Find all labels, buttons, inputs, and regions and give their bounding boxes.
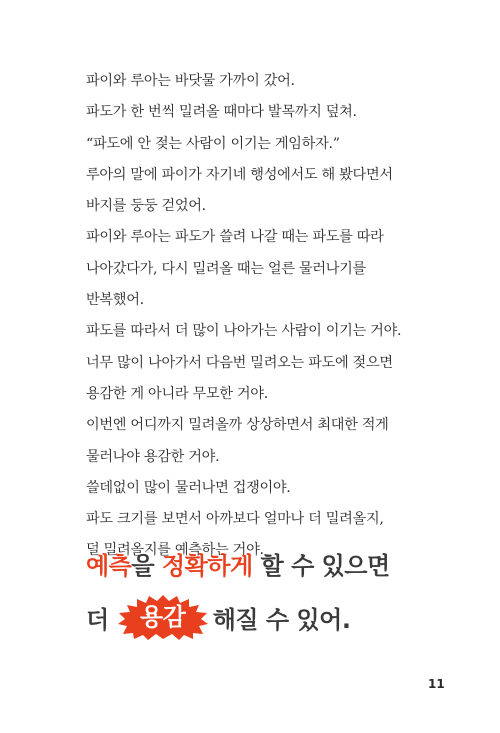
story-line-8: 반복했어. [86,292,144,309]
story-line-14: 쓸데없이 많이 물러나면 겁쟁이야. [86,479,291,496]
headline-rest-2: 해질 수 있어. [212,605,351,634]
story-line-1: 파이와 루아는 바닷물 가까이 갔어. [86,73,295,89]
courage-burst-badge [117,594,209,640]
headline-more: 더 [86,605,109,634]
headline-rest-1: 할 수 있으면 [252,552,390,580]
story-line-13: 물러나야 용감한 거야. [86,448,220,465]
headline-line-2 [86,594,350,640]
story-line-12: 이번엔 어디까지 밀려올까 상상하면서 최대한 적게 [86,417,389,434]
story-line-9: 파도를 따라서 더 많이 나아가는 사람이 이기는 거야. [86,323,402,340]
story-line-11: 용감한 게 아니라 무모한 거야. [86,385,268,402]
story-line-16: 덜 밀려올지를 예측하는 거야. [86,542,264,559]
story-text [86,66,426,567]
headline-line-1 [86,546,390,581]
story-line-3: “파도에 안 젖는 사람이 이기는 게임하자.” [86,135,340,152]
courage-word: 용감 [140,603,186,631]
headline-accent-prediction: 예측 [86,552,132,580]
story-line-4: 루아의 말에 파이가 자기네 행성에서도 해 봤다면서 [86,166,393,183]
headline-accent-accurately: 정확하게 [161,552,253,580]
headline-particle: 을 [131,552,162,580]
story-line-15: 파도 크기를 보면서 아까보다 얼마나 더 밀려올지, [86,511,384,528]
story-line-10: 너무 많이 나아가서 다음번 밀려오는 파도에 젖으면 [86,354,393,371]
story-line-7: 나아갔다가, 다시 밀려올 때는 얼른 물러나기를 [86,260,366,277]
story-line-2: 파도가 한 번씩 밀려올 때마다 발목까지 덮쳐. [86,104,357,121]
story-line-5: 바지를 둥둥 걷었어. [86,198,206,215]
story-line-6: 파이와 루아는 파도가 쓸려 나갈 때는 파도를 따라 [86,229,384,246]
page-number: 11 [428,677,445,691]
